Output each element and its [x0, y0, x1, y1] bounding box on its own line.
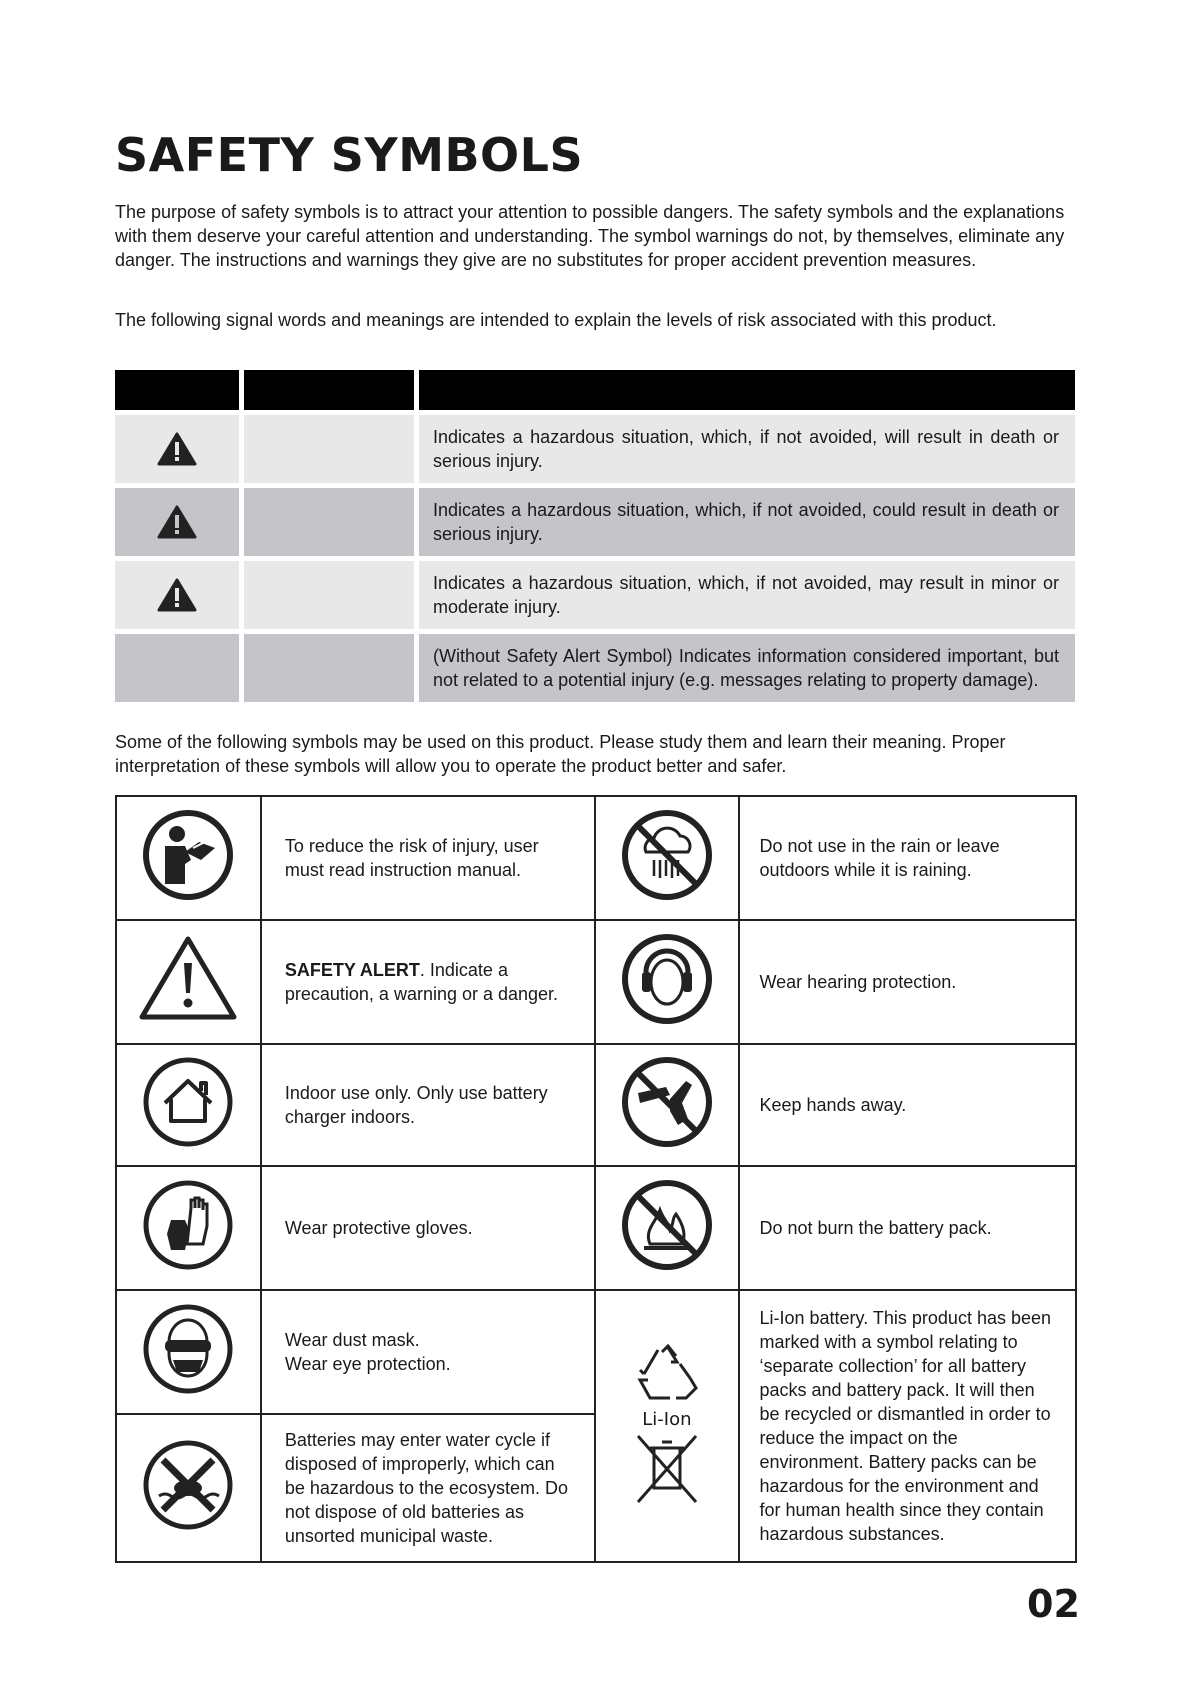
hearing-protection-text: Wear hearing protection.	[739, 920, 1077, 1044]
no-water-disposal-icon	[141, 1438, 235, 1532]
no-rain-icon	[620, 808, 714, 902]
signal-text-1: Indicates a hazardous situation, which, if not avoided, will result in death or serious injury.	[419, 415, 1075, 483]
signal-text-3: Indicates a hazardous situation, which, if not avoided, may result in minor or moderate injury.	[419, 561, 1075, 629]
safety-alert-bold: SAFETY ALERT	[284, 960, 420, 980]
eye-protection-line: Wear eye protection.	[284, 1354, 451, 1374]
gloves-text: Wear protective gloves.	[261, 1166, 595, 1290]
signal-table-header	[115, 370, 1075, 410]
signal-row-2	[115, 488, 1075, 556]
liion-label: Li-Ion	[642, 1409, 692, 1430]
page-number: 02	[1027, 1582, 1080, 1626]
hearing-protection-icon	[620, 932, 714, 1026]
table-row	[116, 1166, 1076, 1290]
signal-row-4	[115, 634, 1075, 702]
no-rain-text: Do not use in the rain or leave outdoors while it is raining.	[739, 796, 1077, 920]
indoor-use-text: Indoor use only. Only use battery charger indoors.	[261, 1044, 595, 1166]
keep-hands-away-icon	[620, 1055, 714, 1149]
table-row	[116, 1044, 1076, 1166]
keep-hands-away-text: Keep hands away.	[739, 1044, 1077, 1166]
signal-text-2: Indicates a hazardous situation, which, if not avoided, could result in death or serious injury.	[419, 488, 1075, 556]
alert-triangle-icon	[157, 505, 197, 539]
indoor-house-icon	[141, 1055, 235, 1149]
table-row	[116, 1290, 1076, 1414]
dust-mask-text	[261, 1290, 595, 1414]
no-burn-battery-icon	[620, 1178, 714, 1272]
dust-mask-line: Wear dust mask.	[284, 1330, 420, 1350]
water-cycle-text: Batteries may enter water cycle if disposed of improperly, which can be hazardous to the ecosystem. Do not dispose of old batteries as unsorted municipal waste.	[261, 1414, 595, 1562]
liion-battery-text: Li-Ion battery. This product has been marked with a symbol relating to ‘separate collection’ for all battery packs and battery pack. It will then be recycled or dismantled in order to reduce the impact on the environment. Battery packs can be hazardous for the environment and for human health since they contain hazardous substances.	[739, 1290, 1077, 1562]
recycle-icon	[634, 1340, 700, 1402]
crossed-bin-icon	[632, 1432, 702, 1506]
intro-paragraph-2: The following signal words and meanings are intended to explain the levels of risk associated with this product.	[115, 310, 997, 330]
table-row	[116, 920, 1076, 1044]
safety-alert-icon	[136, 933, 240, 1025]
gloves-icon	[141, 1178, 235, 1272]
symbols-table	[115, 795, 1077, 1563]
dust-mask-eye-protection-icon	[141, 1302, 235, 1396]
intro-paragraph-1: The purpose of safety symbols is to attract your attention to possible dangers. The safety symbols and the explanations with them deserve your careful attention and understanding. The symbol warnings do not, by themselves, eliminate any danger. The instructions and warnings they give are no substitutes for proper accident prevention measures.	[115, 202, 1065, 270]
page-title: SAFETY SYMBOLS	[115, 128, 584, 182]
read-manual-icon	[141, 808, 235, 902]
signal-row-1	[115, 415, 1075, 483]
read-manual-text: To reduce the risk of injury, user must read instruction manual.	[261, 796, 595, 920]
alert-triangle-icon	[157, 578, 197, 612]
signal-words-table	[115, 370, 1075, 707]
signal-row-3	[115, 561, 1075, 629]
signal-text-4: (Without Safety Alert Symbol) Indicates information considered important, but not related to a potential injury (e.g. messages relating to property damage).	[419, 634, 1075, 702]
table-row	[116, 796, 1076, 920]
no-burn-text: Do not burn the battery pack.	[739, 1166, 1077, 1290]
safety-alert-rest: . Indicate a precaution, a warning or a danger.	[284, 960, 559, 1004]
alert-triangle-icon	[157, 432, 197, 466]
safety-alert-text	[261, 920, 595, 1044]
intro-paragraph-3: Some of the following symbols may be used on this product. Please study them and learn their meaning. Proper interpretation of these symbols will allow you to operate the product better and safer.	[115, 732, 1006, 776]
